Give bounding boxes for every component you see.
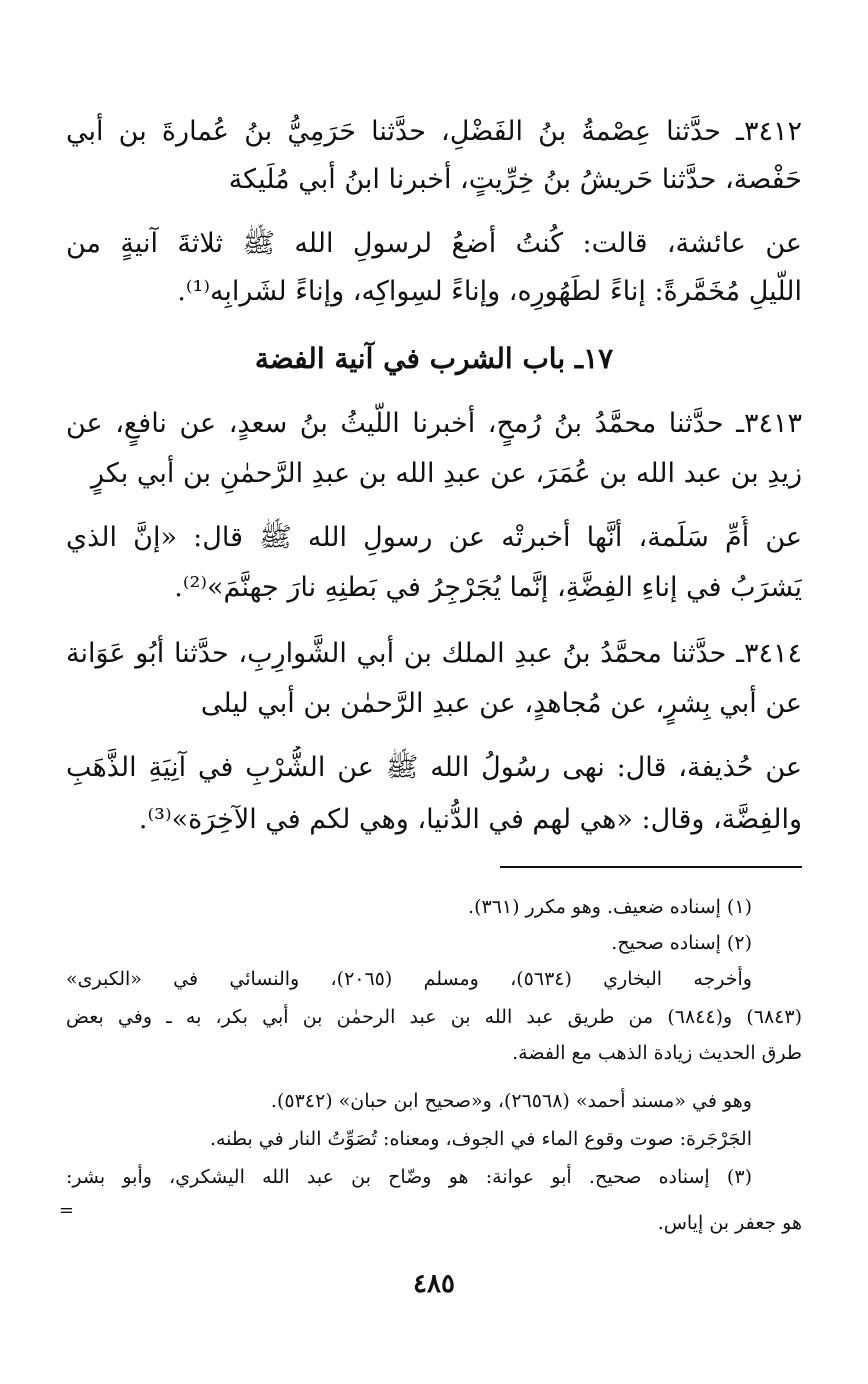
hadith-3412-matn-line-2: اللَّيلِ مُخَمَّرةً: إناءً لطَهُورِه، وإناءً لسِواكِه، وإناءً لشَرابِه⁽¹⁾. <box>177 276 802 307</box>
hadith-3414-isnad-line-1: ٣٤١٤ـ حدَّثنا محمَّدُ بنُ عبدِ الملك بن أبي الشَّوارِبِ، حدَّثنا أبُو عَوَانة <box>66 638 802 669</box>
footnote-1: (١) إسناده ضعيف. وهو مكرر (٣٦١). <box>468 896 752 918</box>
hadith-3413-matn-line-1: عن أُمِّ سَلَمة، أنَّها أخبرتْه عن رسولِ الله ﷺ قال: «إنَّ الذي <box>66 522 802 553</box>
footnote-2-line-1: وأخرجه البخاري (٥٦٣٤)، ومسلم (٢٠٦٥)، والنسائي في «الكبرى» <box>66 968 752 990</box>
hadith-3412-matn-line-1: عن عائشة، قالت: كُنتُ أضعُ لرسولِ الله ﷺ ثلاثةَ آنيةٍ من <box>66 228 802 259</box>
hadith-3414-matn-line-1: عن حُذيفة، قال: نهى رسُولُ الله ﷺ عن الشُّرْبِ في آنِيَةِ الذَّهَبِ <box>66 752 802 783</box>
hadith-3414-matn-line-2: والفِضَّة، وقال: «هي لهم في الدُّنيا، وهي لكم في الآخِرَة»⁽³⁾. <box>138 804 802 835</box>
footnote-separator <box>500 866 802 868</box>
hadith-3412-isnad-line-1: ٣٤١٢ـ حدَّثنا عِصْمةُ بنُ الفَضْلِ، حدَّثنا حَرَمِيُّ بنُ عُمارةَ بن أبي <box>66 116 802 147</box>
hadith-3412-isnad-line-2: حَفْصة، حدَّثنا حَريشُ بنُ خِرِّيتٍ، أخبرنا ابنُ أبي مُلَيكة <box>228 164 802 195</box>
hadith-3413-isnad-line-1: ٣٤١٣ـ حدَّثنا محمَّدُ بنُ رُمحٍ، أخبرنا اللَّيثُ بنُ سعدٍ، عن نافعٍ، عن <box>66 408 802 439</box>
continuation-mark: = <box>58 1200 74 1221</box>
footnote-2: (٢) إسناده صحيح. <box>611 932 752 954</box>
hadith-3413-isnad-line-2: زيدِ بن عبد الله بن عُمَرَ، عن عبدِ الله بن عبدِ الرَّحمٰنِ بن أبي بكرٍ <box>90 458 802 489</box>
hadith-3413-matn-line-2: يَشرَبُ في إناءِ الفِضَّةِ، إنَّما يُجَرْجِرُ في بَطنِهِ نارَ جهنَّمَ»⁽²⁾. <box>174 572 802 603</box>
footnote-2-line-3: طرق الحديث زيادة الذهب مع الفضة. <box>512 1042 802 1064</box>
section-heading: ١٧ـ باب الشرب في آنية الفضة <box>254 342 614 375</box>
footnote-2-line-5: الجَرْجَرة: صوت وقوع الماء في الجوف، ومعناه: تُصَوِّتُ النار في بطنه. <box>209 1128 752 1150</box>
page-number: ٤٨٥ <box>413 1269 455 1299</box>
footnote-3-line-2: هو جعفر بن إياس. <box>657 1212 802 1234</box>
footnote-2-line-4: وهو في «مسند أحمد» (٢٦٥٦٨)، و«صحيح ابن حبان» (٥٣٤٢). <box>270 1090 752 1112</box>
hadith-3414-isnad-line-2: عن أبي بِشرٍ، عن مُجاهدٍ، عن عبدِ الرَّحمٰن بن أبي ليلى <box>200 688 802 719</box>
footnote-3-line-1: (٣) إسناده صحيح. أبو عوانة: هو وضّاح بن عبد الله اليشكري، وأبو بشر: <box>66 1166 752 1188</box>
footnote-2-line-2: (٦٨٤٣) و(٦٨٤٤) من طريق عبد الله بن عبد الرحمٰن بن أبي بكر، به ـ وفي بعض <box>66 1006 802 1028</box>
